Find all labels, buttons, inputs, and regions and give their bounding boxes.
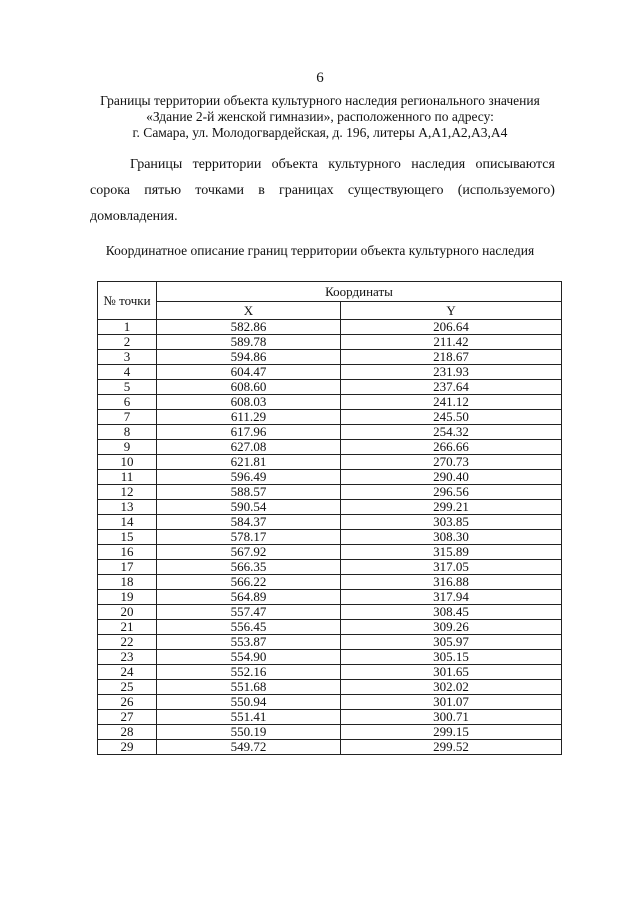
table-row <box>98 350 562 365</box>
table-row <box>98 455 562 470</box>
heading-line-3: г. Самара, ул. Молодогвардейская, д. 196, литеры А,А1,А2,А3,А4 <box>132 125 508 140</box>
table-row <box>98 680 562 695</box>
x-coordinate-cell: 551.68 <box>157 680 341 695</box>
x-coordinate-cell: 578.17 <box>157 530 341 545</box>
description-word: территории <box>192 157 262 172</box>
coordinates-table <box>97 281 562 755</box>
table-row <box>98 650 562 665</box>
y-coordinate-cell: 241.12 <box>341 395 562 410</box>
point-number-cell: 11 <box>98 470 157 485</box>
x-coordinate-cell: 627.08 <box>157 440 341 455</box>
table-row <box>98 665 562 680</box>
x-coordinate-cell: 566.22 <box>157 575 341 590</box>
y-coordinate-cell: 302.02 <box>341 680 562 695</box>
description-word: пятью <box>144 183 182 198</box>
x-coordinate-cell: 553.87 <box>157 635 341 650</box>
y-coordinate-cell: 266.66 <box>341 440 562 455</box>
y-coordinate-cell: 301.65 <box>341 665 562 680</box>
y-coordinate-cell: 218.67 <box>341 350 562 365</box>
description-word: наследия <box>411 157 466 172</box>
point-number-cell: 5 <box>98 380 157 395</box>
table-row <box>98 590 562 605</box>
document-heading <box>60 93 580 141</box>
point-number-cell: 13 <box>98 500 157 515</box>
point-number-cell: 28 <box>98 725 157 740</box>
point-number-cell: 18 <box>98 575 157 590</box>
table-row <box>98 635 562 650</box>
y-coordinate-cell: 290.40 <box>341 470 562 485</box>
point-number-cell: 10 <box>98 455 157 470</box>
description-word: объекта <box>271 157 318 172</box>
point-number-cell: 1 <box>98 320 157 335</box>
table-row <box>98 620 562 635</box>
table-row <box>98 725 562 740</box>
x-coordinate-cell: 621.81 <box>157 455 341 470</box>
x-coordinate-cell: 594.86 <box>157 350 341 365</box>
x-coordinate-cell: 552.16 <box>157 665 341 680</box>
y-coordinate-cell: 316.88 <box>341 575 562 590</box>
x-coordinate-cell: 551.41 <box>157 710 341 725</box>
heading-line-2: «Здание 2-й женской гимназии», расположенного по адресу: <box>146 109 494 124</box>
table-row <box>98 695 562 710</box>
x-coordinate-cell: 554.90 <box>157 650 341 665</box>
y-coordinate-cell: 305.15 <box>341 650 562 665</box>
x-coordinate-cell: 611.29 <box>157 410 341 425</box>
point-number-cell: 20 <box>98 605 157 620</box>
y-coordinate-cell: 231.93 <box>341 365 562 380</box>
description-word: (используемого) <box>457 183 555 198</box>
table-row <box>98 410 562 425</box>
point-number-cell: 29 <box>98 740 157 755</box>
table-row <box>98 575 562 590</box>
table-row <box>98 605 562 620</box>
description-word: описываются <box>475 157 555 172</box>
header-x: X <box>157 302 341 320</box>
heading-line-1: Границы территории объекта культурного наследия регионального значения <box>100 93 540 108</box>
y-coordinate-cell: 299.15 <box>341 725 562 740</box>
y-coordinate-cell: 299.21 <box>341 500 562 515</box>
point-number-cell: 9 <box>98 440 157 455</box>
y-coordinate-cell: 206.64 <box>341 320 562 335</box>
x-coordinate-cell: 550.94 <box>157 695 341 710</box>
table-row <box>98 740 562 755</box>
point-number-cell: 19 <box>98 590 157 605</box>
coordinates-table-body <box>98 320 562 755</box>
y-coordinate-cell: 270.73 <box>341 455 562 470</box>
y-coordinate-cell: 296.56 <box>341 485 562 500</box>
y-coordinate-cell: 317.05 <box>341 560 562 575</box>
table-row <box>98 425 562 440</box>
y-coordinate-cell: 300.71 <box>341 710 562 725</box>
point-number-cell: 15 <box>98 530 157 545</box>
y-coordinate-cell: 317.94 <box>341 590 562 605</box>
description-line-2 <box>90 183 555 199</box>
x-coordinate-cell: 550.19 <box>157 725 341 740</box>
point-number-cell: 6 <box>98 395 157 410</box>
x-coordinate-cell: 617.96 <box>157 425 341 440</box>
page-number: 6 <box>316 70 324 86</box>
x-coordinate-cell: 589.78 <box>157 335 341 350</box>
point-number-cell: 24 <box>98 665 157 680</box>
table-row <box>98 470 562 485</box>
table-row <box>98 395 562 410</box>
point-number-cell: 12 <box>98 485 157 500</box>
point-number-cell: 23 <box>98 650 157 665</box>
x-coordinate-cell: 556.45 <box>157 620 341 635</box>
point-number-cell: 14 <box>98 515 157 530</box>
point-number-cell: 7 <box>98 410 157 425</box>
point-number-cell: 3 <box>98 350 157 365</box>
y-coordinate-cell: 308.30 <box>341 530 562 545</box>
y-coordinate-cell: 303.85 <box>341 515 562 530</box>
table-row <box>98 560 562 575</box>
table-row <box>98 440 562 455</box>
point-number-cell: 4 <box>98 365 157 380</box>
point-number-cell: 21 <box>98 620 157 635</box>
table-caption: Координатное описание границ территории объекта культурного наследия <box>105 243 535 258</box>
description-word: точками <box>195 183 245 198</box>
header-coordinates: Координаты <box>157 282 562 302</box>
x-coordinate-cell: 590.54 <box>157 500 341 515</box>
table-row <box>98 335 562 350</box>
point-number-cell: 16 <box>98 545 157 560</box>
x-coordinate-cell: 608.03 <box>157 395 341 410</box>
description-word: Границы <box>130 157 183 172</box>
point-number-cell: 25 <box>98 680 157 695</box>
table-row <box>98 710 562 725</box>
x-coordinate-cell: 588.57 <box>157 485 341 500</box>
header-y: Y <box>341 302 562 320</box>
table-row <box>98 485 562 500</box>
y-coordinate-cell: 315.89 <box>341 545 562 560</box>
point-number-cell: 2 <box>98 335 157 350</box>
x-coordinate-cell: 564.89 <box>157 590 341 605</box>
y-coordinate-cell: 237.64 <box>341 380 562 395</box>
y-coordinate-cell: 308.45 <box>341 605 562 620</box>
header-point-number: № точки <box>98 282 157 320</box>
x-coordinate-cell: 582.86 <box>157 320 341 335</box>
y-coordinate-cell: 254.32 <box>341 425 562 440</box>
x-coordinate-cell: 557.47 <box>157 605 341 620</box>
table-row <box>98 500 562 515</box>
x-coordinate-cell: 608.60 <box>157 380 341 395</box>
x-coordinate-cell: 567.92 <box>157 545 341 560</box>
description-word: границах <box>279 183 334 198</box>
description-paragraph <box>90 157 555 225</box>
description-line-1 <box>90 157 555 173</box>
x-coordinate-cell: 566.35 <box>157 560 341 575</box>
description-word: культурного <box>328 157 401 172</box>
y-coordinate-cell: 301.07 <box>341 695 562 710</box>
description-line-3: домовладения. <box>90 209 178 224</box>
x-coordinate-cell: 596.49 <box>157 470 341 485</box>
point-number-cell: 17 <box>98 560 157 575</box>
y-coordinate-cell: 305.97 <box>341 635 562 650</box>
x-coordinate-cell: 549.72 <box>157 740 341 755</box>
y-coordinate-cell: 299.52 <box>341 740 562 755</box>
point-number-cell: 8 <box>98 425 157 440</box>
description-word: существующего <box>347 183 444 198</box>
point-number-cell: 26 <box>98 695 157 710</box>
table-row <box>98 365 562 380</box>
table-row <box>98 515 562 530</box>
table-row <box>98 530 562 545</box>
point-number-cell: 22 <box>98 635 157 650</box>
point-number-cell: 27 <box>98 710 157 725</box>
y-coordinate-cell: 245.50 <box>341 410 562 425</box>
table-row <box>98 320 562 335</box>
x-coordinate-cell: 604.47 <box>157 365 341 380</box>
x-coordinate-cell: 584.37 <box>157 515 341 530</box>
description-word: в <box>258 183 265 198</box>
y-coordinate-cell: 211.42 <box>341 335 562 350</box>
table-row <box>98 380 562 395</box>
table-row <box>98 545 562 560</box>
y-coordinate-cell: 309.26 <box>341 620 562 635</box>
description-word: сорока <box>90 183 131 198</box>
